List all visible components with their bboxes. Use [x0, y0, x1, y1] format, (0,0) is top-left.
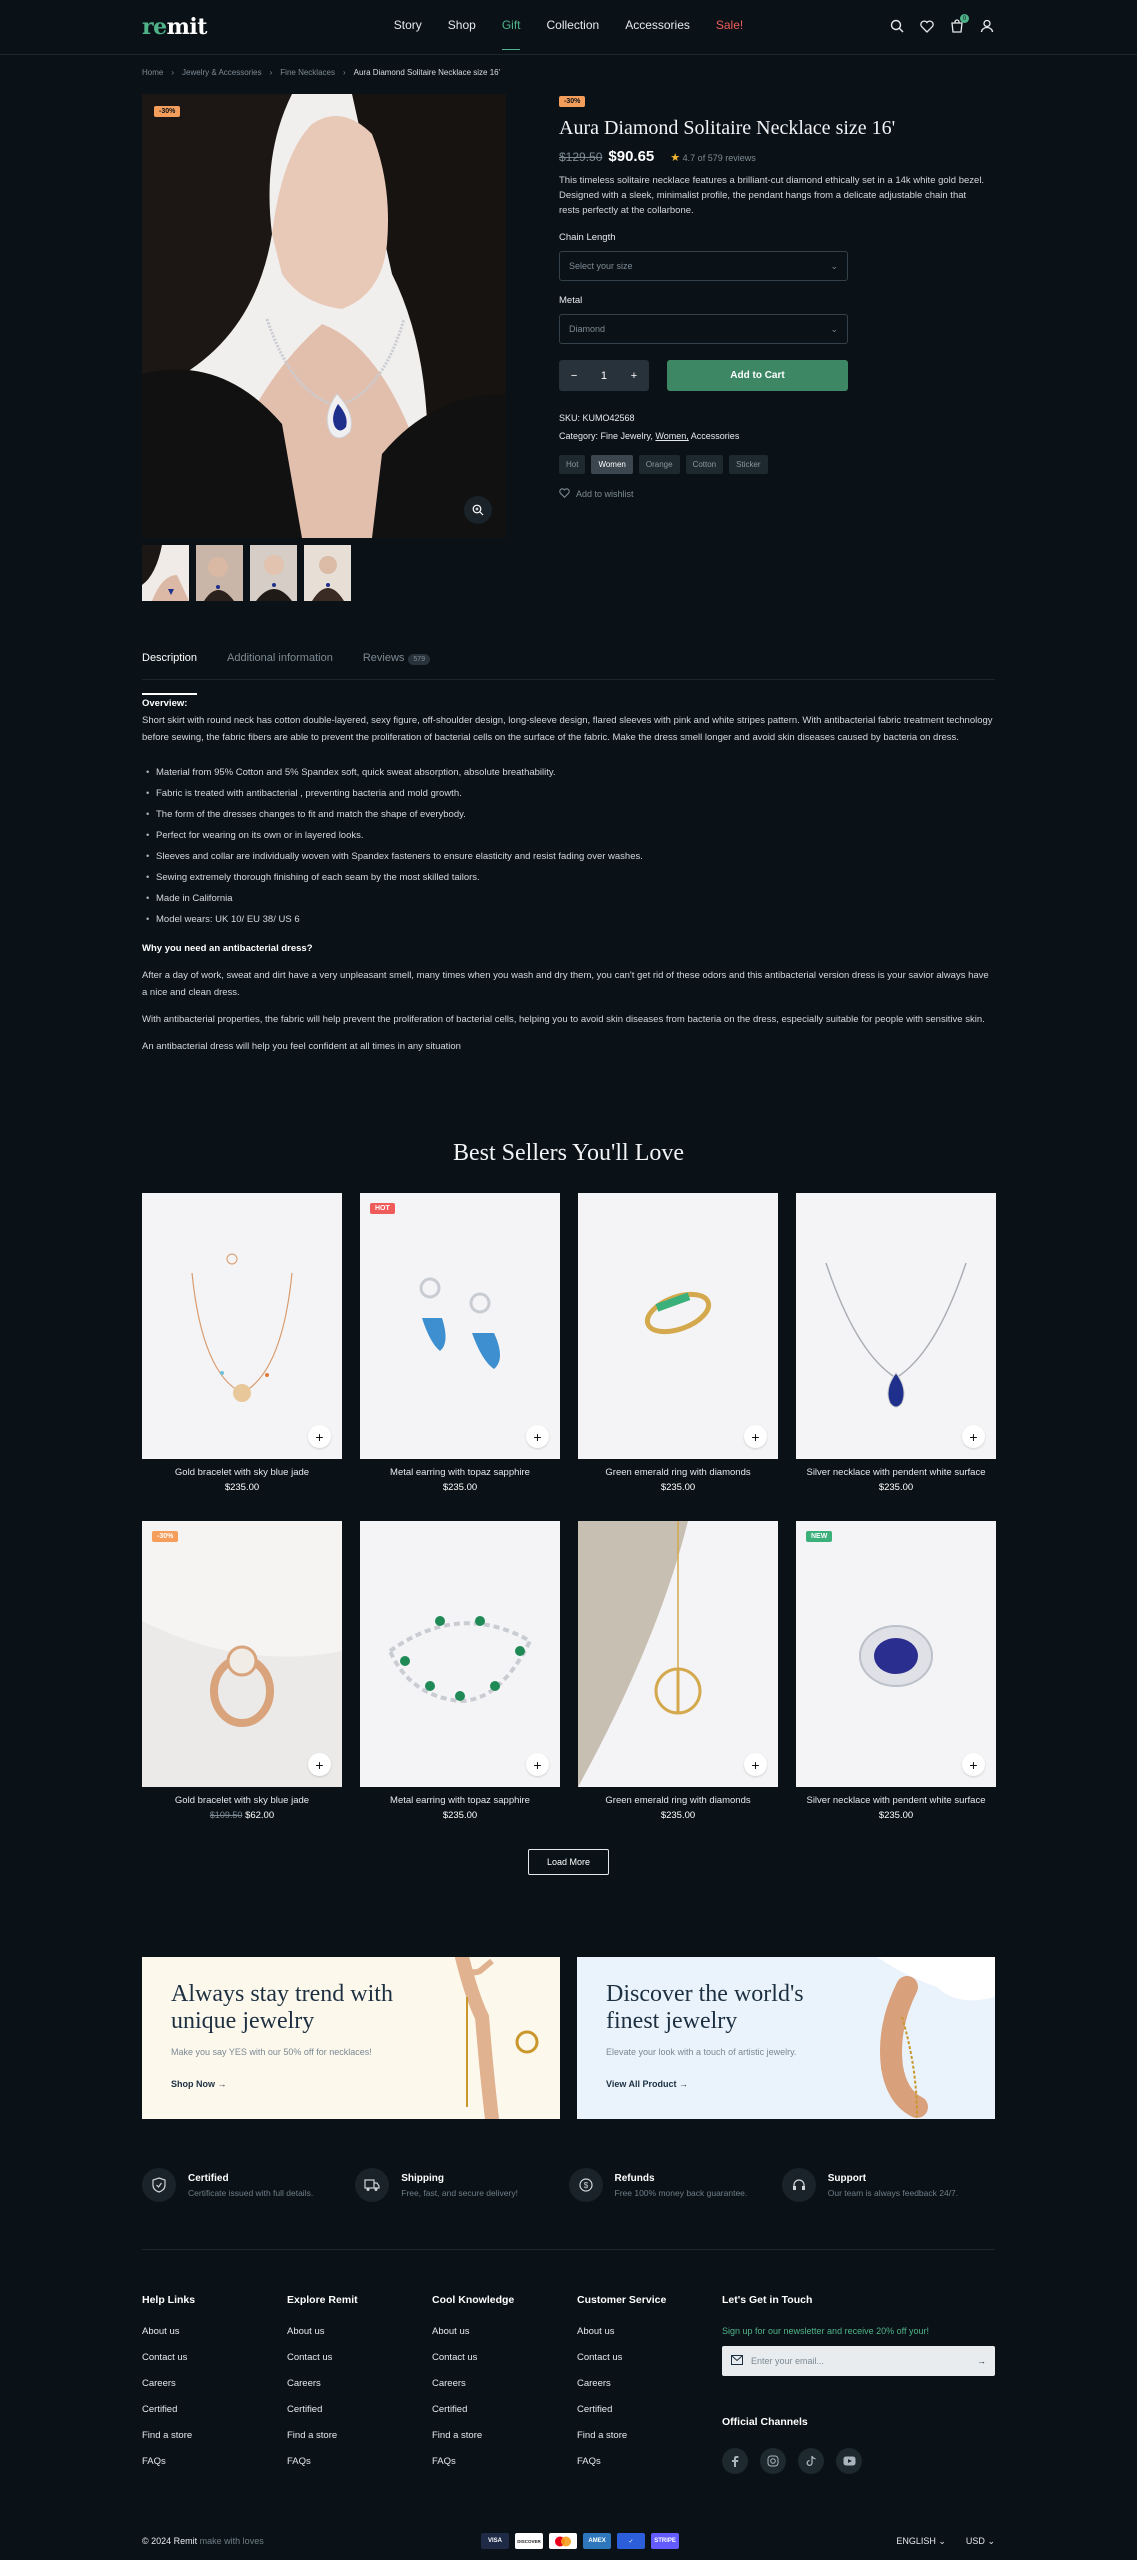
footer-link[interactable]: Careers	[577, 2378, 611, 2389]
product-card[interactable]	[142, 1521, 342, 1849]
minus-icon[interactable]: −	[570, 369, 578, 382]
visa-icon: VISA	[481, 2533, 509, 2549]
tag[interactable]: Sticker	[729, 455, 767, 474]
locale-selectors	[896, 2536, 995, 2547]
shop-now-link[interactable]: Shop Now →	[171, 2079, 227, 2089]
paragraph: An antibacterial dress will help you feel confident at all times in any situation	[142, 1041, 461, 1052]
load-more-button[interactable]: Load More	[528, 1849, 609, 1875]
overview-text: Short skirt with round neck has cotton double-layered, sexy figure, off-shoulder design, long-sleeve design, flared sleeves with pink and white stripes pattern. With antibacterial fabric treatment technology before sewing, the fabric fibers are able to prevent the proliferation of bacterial cells on the surface of the fabric. Make the dress smell longer and avoid skin diseases caused by bacteria on dress.	[142, 715, 993, 743]
footer-link[interactable]: Contact us	[142, 2352, 188, 2363]
category: Category: Fine Jewelry, Women, Accessories	[559, 431, 740, 441]
channels-title: Official Channels	[722, 2416, 808, 2428]
thumbnail[interactable]	[304, 545, 351, 601]
rating[interactable]: ★ 4.7 of 579 reviews	[670, 152, 756, 164]
send-arrow-icon[interactable]: →	[977, 2356, 986, 2366]
amex-icon: AMEX	[583, 2533, 611, 2549]
nav-sale[interactable]: Sale!	[715, 18, 744, 32]
footer-link[interactable]: Certified	[287, 2404, 323, 2415]
instagram-icon[interactable]	[760, 2448, 786, 2474]
mail-icon	[731, 2355, 743, 2367]
view-all-link[interactable]: View All Product →	[606, 2079, 689, 2089]
product-card[interactable]	[578, 1521, 778, 1849]
discount-badge: -30%	[154, 106, 180, 117]
promo-banner-trend[interactable]	[142, 1957, 560, 2119]
chain-length-label: Chain Length	[559, 232, 616, 243]
search-icon[interactable]	[889, 18, 905, 34]
bottom-bar	[142, 2533, 995, 2549]
product-price: $235.00	[878, 1810, 914, 1821]
crumb-home[interactable]: Home	[142, 68, 164, 77]
tab-reviews[interactable]: Reviews 579	[363, 652, 430, 679]
mastercard-icon	[549, 2533, 577, 2549]
add-icon[interactable]: +	[308, 1425, 331, 1448]
footer-column-service: Customer Service About us Contact us Careers Certified Find a store FAQs	[577, 2294, 722, 2482]
footer-link[interactable]: Find a store	[577, 2430, 628, 2441]
chevron-down-icon: ⌄	[830, 260, 838, 271]
nav-story[interactable]: Story	[393, 18, 422, 32]
footer-contact: Let's Get in Touch Sign up for our newsletter and receive 20% off your! Enter your email... → Official Channels	[722, 2294, 995, 2482]
product-title: Aura Diamond Solitaire Necklace size 16'	[559, 117, 896, 139]
list-item: • Fabric is treated with antibacterial , preventing bacteria and mold growth.	[142, 785, 995, 802]
product-image[interactable]	[796, 1193, 996, 1459]
cart-count: 0	[960, 14, 969, 23]
feature-list	[142, 764, 995, 928]
category-link[interactable]: Fine Jewelry,	[600, 431, 653, 441]
arrow-right-icon: →	[679, 2079, 689, 2089]
metal-label: Metal	[559, 295, 583, 306]
youtube-icon[interactable]	[836, 2448, 862, 2474]
product-price: $235.00	[442, 1810, 478, 1821]
product-card[interactable]	[796, 1521, 996, 1849]
reviews-count: 579	[408, 654, 430, 665]
email-field[interactable]: Enter your email... →	[722, 2346, 995, 2376]
product-name[interactable]: Silver necklace with pendent white surface	[806, 1467, 986, 1478]
thumbnail[interactable]	[142, 545, 189, 601]
add-icon[interactable]: +	[744, 1753, 767, 1776]
product-name[interactable]: Green emerald ring with diamonds	[605, 1795, 751, 1806]
current-price: $90.65	[608, 148, 655, 165]
product-card[interactable]	[796, 1193, 996, 1521]
discount-badge: -30%	[152, 1531, 178, 1542]
tag[interactable]: Orange	[639, 455, 680, 474]
footer-link[interactable]: Certified	[142, 2404, 178, 2415]
footer-link[interactable]: About us	[577, 2326, 615, 2337]
footer-link[interactable]: Careers	[432, 2378, 466, 2389]
product-image[interactable]	[142, 1193, 342, 1459]
crumb-necklaces[interactable]: Fine Necklaces	[280, 68, 335, 77]
nav-accessories[interactable]: Accessories	[625, 18, 690, 32]
product-price: $109.50 $62.00	[209, 1810, 275, 1821]
add-icon[interactable]: +	[308, 1753, 331, 1776]
tiktok-icon[interactable]	[798, 2448, 824, 2474]
add-icon[interactable]: +	[962, 1753, 985, 1776]
footer-link[interactable]: Certified	[577, 2404, 613, 2415]
product-image[interactable]	[360, 1521, 560, 1787]
promo-banner-discover[interactable]	[577, 1957, 995, 2119]
svg-text:$: $	[583, 2181, 588, 2190]
product-card[interactable]	[142, 1193, 342, 1521]
new-badge: NEW	[806, 1531, 832, 1542]
feature-shipping: Shipping Free, fast, and secure delivery!	[355, 2168, 568, 2202]
footer-column-knowledge: Cool Knowledge About us Contact us Careers Certified Find a store FAQs	[432, 2294, 577, 2482]
product-price: $235.00	[660, 1810, 696, 1821]
product-grid	[142, 1193, 995, 1849]
verified-icon: ✓	[617, 2533, 645, 2549]
footer-link[interactable]: About us	[432, 2326, 470, 2337]
main-nav	[142, 18, 995, 32]
footer-link[interactable]: Contact us	[577, 2352, 623, 2363]
plus-icon[interactable]: +	[630, 369, 638, 382]
discount-badge: -30%	[559, 96, 585, 107]
metal-select[interactable]: Diamond ⌄	[559, 314, 848, 344]
footer-link[interactable]: Find a store	[142, 2430, 193, 2441]
product-image[interactable]	[578, 1193, 778, 1459]
tag[interactable]: Hot	[559, 455, 585, 474]
footer-link[interactable]: FAQs	[577, 2456, 601, 2467]
list-item: • Material from 95% Cotton and 5% Spandex soft, quick sweat absorption, absolute breathability.	[142, 764, 995, 781]
newsletter-text: Sign up for our newsletter and receive 20% off your!	[722, 2326, 929, 2336]
social-links	[722, 2448, 995, 2474]
shield-icon	[142, 2168, 176, 2202]
product-name[interactable]: Gold bracelet with sky blue jade	[174, 1467, 310, 1478]
product-tabs	[142, 652, 995, 680]
footer-link[interactable]: Careers	[287, 2378, 321, 2389]
headset-icon	[782, 2168, 816, 2202]
tag-list	[559, 455, 989, 474]
feature-strip	[142, 2168, 995, 2202]
list-item: • Sleeves and collar are individually woven with Spandex fasteners to ensure elasticity and resist fading over washes.	[142, 848, 995, 865]
tab-description[interactable]: Description	[142, 652, 197, 679]
product-price: $235.00	[224, 1482, 260, 1493]
category-link[interactable]: Accessories	[690, 431, 740, 441]
footer-link[interactable]: FAQs	[287, 2456, 311, 2467]
quantity-value[interactable]: 1	[600, 369, 608, 382]
list-item: • The form of the dresses changes to fit and match the shape of everybody.	[142, 806, 995, 823]
nav-gift[interactable]: Gift	[501, 18, 521, 32]
refund-icon	[569, 2168, 603, 2202]
crumb-jewelry[interactable]: Jewelry & Accessories	[182, 68, 262, 77]
header-divider	[0, 54, 1137, 55]
thumbnail[interactable]	[196, 545, 243, 601]
nav-shop[interactable]: Shop	[447, 18, 476, 32]
product-info	[559, 94, 989, 500]
truck-icon	[355, 2168, 389, 2202]
footer-link[interactable]: FAQs	[432, 2456, 456, 2467]
thumbnail-strip	[142, 545, 351, 601]
banner-subtitle: Elevate your look with a touch of artistic jewelry.	[606, 2047, 797, 2057]
feature-support: Support Our team is always feedback 24/7.	[782, 2168, 995, 2202]
old-price: $129.50	[559, 150, 603, 164]
star-icon: ★	[670, 152, 681, 164]
site-header	[142, 0, 995, 54]
product-name[interactable]: Silver necklace with pendent white surface	[806, 1795, 986, 1806]
chevron-down-icon: ⌄	[830, 323, 838, 334]
why-title: Why you need an antibacterial dress?	[142, 943, 313, 954]
list-item: • Perfect for wearing on its own or in layered looks.	[142, 827, 995, 844]
product-main-image[interactable]	[142, 94, 506, 538]
sku: SKU: KUMO42568	[559, 413, 635, 423]
feature-certified: Certified Certificate issued with full details.	[142, 2168, 355, 2202]
paragraph: After a day of work, sweat and dirt have a very unpleasant smell, many times when you wash and dry them, you can't get rid of these odors and this antibacterial version dress is your savior always have a nice and clean dress.	[142, 970, 989, 998]
thumbnail[interactable]	[250, 545, 297, 601]
chain-length-select[interactable]: Select your size ⌄	[559, 251, 848, 281]
product-name[interactable]: Gold bracelet with sky blue jade	[174, 1795, 310, 1806]
footer-link[interactable]: FAQs	[142, 2456, 166, 2467]
feature-refunds: $ Refunds Free 100% money back guarantee.	[569, 2168, 782, 2202]
zoom-icon[interactable]	[464, 496, 492, 524]
add-icon[interactable]: +	[744, 1425, 767, 1448]
currency-select[interactable]: USD ⌄	[965, 2535, 995, 2546]
heart-icon[interactable]	[919, 18, 935, 34]
crumb-current: Aura Diamond Solitaire Necklace size 16'	[353, 68, 501, 77]
product-price: $235.00	[878, 1482, 914, 1493]
add-icon[interactable]: +	[962, 1425, 985, 1448]
old-price: $109.50	[209, 1810, 243, 1820]
footer-link[interactable]: Contact us	[432, 2352, 478, 2363]
overview-title: Overview:	[142, 698, 188, 709]
footer	[142, 2294, 995, 2482]
footer-link[interactable]: About us	[287, 2326, 325, 2337]
paragraph: With antibacterial properties, the fabric will help prevent the proliferation of bacterial cells, helping you to avoid skin diseases from bacteria on the dress, especially suitable for people with sensitive skin.	[142, 1014, 985, 1025]
tag[interactable]: Women	[591, 455, 632, 474]
cart-icon[interactable]	[949, 15, 967, 34]
product-name[interactable]: Metal earring with topaz sapphire	[390, 1795, 530, 1806]
product-image[interactable]	[360, 1193, 560, 1459]
heart-icon	[559, 488, 570, 500]
category-link[interactable]: Women,	[655, 431, 689, 441]
product-card[interactable]	[360, 1521, 560, 1849]
list-item: • Made in California	[142, 890, 995, 907]
best-sellers-title: Best Sellers You'll Love	[453, 1140, 684, 1166]
product-price: $235.00	[660, 1482, 696, 1493]
product-card[interactable]	[360, 1193, 560, 1521]
banner-title: Discover the world's finest jewelry	[606, 1981, 804, 2034]
footer-link[interactable]: About us	[142, 2326, 180, 2337]
product-card[interactable]	[578, 1193, 778, 1521]
footer-link[interactable]: Certified	[432, 2404, 468, 2415]
arrow-right-icon: →	[217, 2079, 227, 2089]
list-item: • Model wears: UK 10/ EU 38/ US 6	[142, 911, 995, 928]
user-icon[interactable]	[979, 18, 995, 34]
product-name[interactable]: Metal earring with topaz sapphire	[390, 1467, 530, 1478]
tab-additional-information[interactable]: Additional information	[227, 652, 333, 664]
tag[interactable]: Cotton	[686, 455, 724, 474]
copyright: © 2024 Remit make with loves	[142, 2536, 264, 2546]
add-to-wishlist[interactable]: Add to wishlist	[559, 488, 989, 500]
payment-methods	[481, 2533, 679, 2549]
footer-link[interactable]: Contact us	[287, 2352, 333, 2363]
add-to-cart-button[interactable]: Add to Cart	[667, 360, 848, 391]
breadcrumb: Home › Jewelry & Accessories › Fine Necklaces › Aura Diamond Solitaire Necklace size 16'	[142, 68, 501, 77]
nav-collection[interactable]: Collection	[546, 18, 600, 32]
stripe-icon: STRIPE	[651, 2533, 679, 2549]
product-price: $235.00	[442, 1482, 478, 1493]
list-item: • Sewing extremely thorough finishing of each seam by the most skilled tailors.	[142, 869, 995, 886]
product-image[interactable]	[578, 1521, 778, 1787]
footer-link[interactable]: Find a store	[287, 2430, 338, 2441]
description-content	[142, 695, 995, 1055]
banner-subtitle: Make you say YES with our 50% off for necklaces!	[171, 2047, 372, 2057]
add-icon[interactable]: +	[526, 1425, 549, 1448]
facebook-icon[interactable]	[722, 2448, 748, 2474]
footer-column-explore: Explore Remit About us Contact us Careers Certified Find a store FAQs	[287, 2294, 432, 2482]
product-name[interactable]: Green emerald ring with diamonds	[605, 1467, 751, 1478]
footer-link[interactable]: Careers	[142, 2378, 176, 2389]
language-select[interactable]: ENGLISH ⌄	[896, 2535, 946, 2546]
product-image[interactable]	[796, 1521, 996, 1787]
product-image[interactable]	[142, 1521, 342, 1787]
divider	[142, 2249, 995, 2250]
quantity-stepper	[559, 360, 649, 391]
banner-title: Always stay trend with unique jewelry	[171, 1981, 393, 2034]
product-description: This timeless solitaire necklace features a brilliant-cut diamond ethically set in a 14k white gold bezel. Designed with a sleek, minimalist profile, the pendant hangs from a delicate adjustable chain that rests perfectly at the collarbone.	[559, 175, 985, 216]
footer-link[interactable]: Find a store	[432, 2430, 483, 2441]
discover-icon: DISCOVER	[515, 2533, 543, 2549]
add-icon[interactable]: +	[526, 1753, 549, 1776]
hot-badge: HOT	[370, 1203, 395, 1214]
footer-column-help: Help Links About us Contact us Careers Certified Find a store FAQs	[142, 2294, 287, 2482]
logo[interactable]: remit	[142, 14, 207, 40]
